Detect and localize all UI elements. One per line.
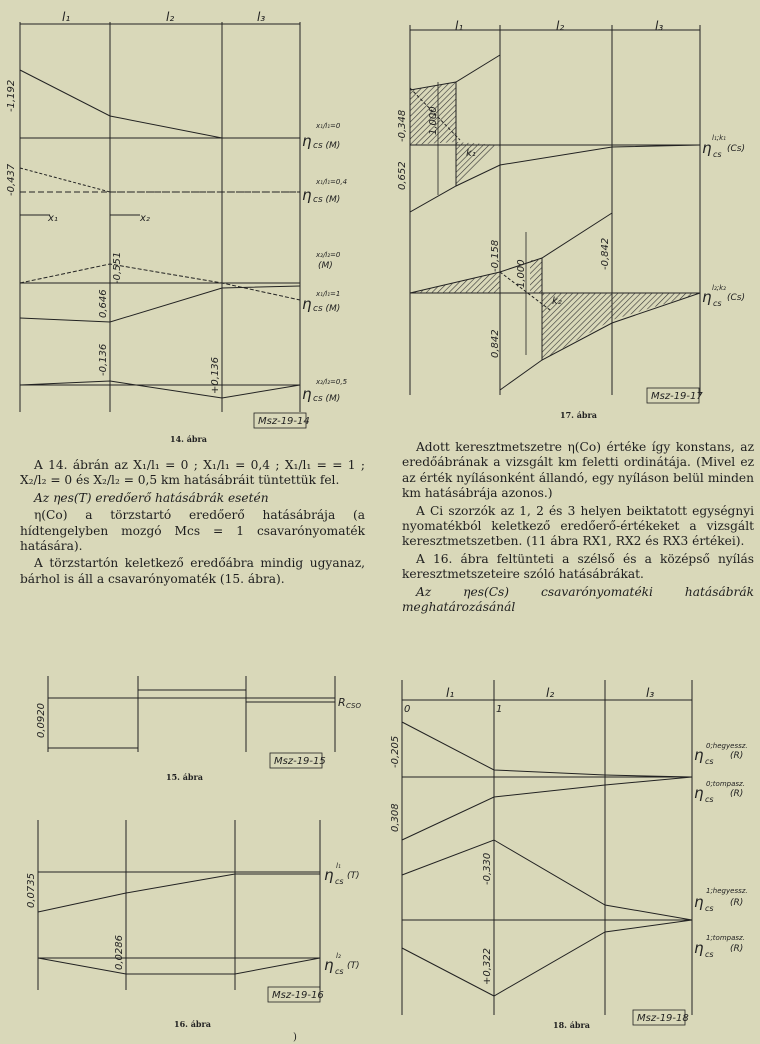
paragraph: η(Co) a törzstartó eredőerő hatásábrája (a hídtengelyben mozgó Mcs = 1 csavarónyomaték hatására).: [20, 508, 365, 554]
figure-16-labels: [26, 862, 360, 1029]
value-label: 0,308: [390, 803, 401, 832]
eta-tail: (R): [730, 898, 744, 908]
eta-sup: 0;tompasz.: [706, 780, 745, 788]
eta-sub: cs: [705, 757, 714, 766]
eta-sub: cs (M): [313, 141, 341, 151]
figure-14-labels: [6, 10, 348, 444]
eta-symbol: η: [324, 956, 334, 974]
value-label: -0,136: [98, 343, 109, 376]
left-text-column: [20, 458, 365, 589]
span-label: l₁: [446, 686, 455, 700]
figure-17: [410, 25, 700, 403]
figure-code: Msz-19-18: [637, 1013, 689, 1024]
eta-symbol: η: [694, 893, 704, 911]
eta-sub: cs (M): [313, 394, 341, 404]
eta-symbol: η: [302, 385, 312, 403]
span-label: l₂: [546, 686, 555, 700]
eta-tail: (T): [347, 961, 360, 971]
figure-code: Msz-19-17: [651, 391, 703, 402]
value-label: +0,322: [482, 947, 493, 985]
eta-sub: cs: [713, 150, 722, 159]
x-marker: x₂: [140, 213, 150, 224]
eta-sub: cs: [335, 967, 344, 976]
value-label: -0,842: [600, 237, 611, 270]
k-label: k₂: [552, 296, 562, 307]
eta-tail: (Cs): [727, 293, 745, 303]
r-label: R: [338, 696, 346, 709]
curve-label: x₁/l₁=0,4: [316, 178, 348, 186]
value-label: +0,136: [210, 356, 221, 394]
eta-sup: 1;tompasz.: [706, 934, 745, 942]
value-label: 0,0735: [26, 873, 37, 908]
value-label: 1,000: [428, 106, 439, 135]
figure-15-labels: [36, 696, 361, 782]
curve-label: x₁/l₁=1: [316, 290, 341, 298]
figure-code: Msz-19-14: [258, 416, 310, 427]
eta-sup: l₂;k₂: [712, 284, 726, 292]
section-heading: Az ηes(Cs) csavarónyomatéki hatásábrák meghatározásánál: [402, 584, 754, 615]
value-label: -0,330: [482, 852, 493, 885]
eta-sub: cs: [705, 950, 714, 959]
point-label: 0: [404, 704, 411, 715]
figure-code: Msz-19-16: [272, 990, 324, 1001]
eta-symbol: η: [694, 784, 704, 802]
figure-15: [48, 676, 335, 768]
value-label: -0,551: [112, 251, 123, 284]
curve-label: x₂/l₂=0: [316, 251, 341, 259]
value-label: 0,0920: [36, 703, 47, 738]
figure-caption: 16. ábra: [174, 1019, 211, 1029]
eta-tail: (R): [730, 751, 744, 761]
point-label: 1: [496, 704, 503, 715]
eta-sub: (M): [318, 261, 333, 271]
span-label: l₃: [655, 19, 664, 33]
span-label: l₁: [62, 10, 71, 24]
span-label: l₂: [556, 19, 565, 33]
eta-symbol: η: [324, 866, 334, 884]
eta-sub: cs (M): [313, 195, 341, 205]
figure-16: [38, 820, 320, 1002]
eta-tail: (T): [347, 871, 360, 881]
figure-caption: 15. ábra: [166, 772, 203, 782]
section-heading: Az ηes(T) eredőerő hatásábrák esetén: [34, 490, 269, 505]
eta-symbol: η: [702, 288, 712, 306]
eta-sub: cs: [705, 904, 714, 913]
figure-caption: 14. ábra: [170, 434, 207, 444]
paragraph: A Ci szorzók az 1, 2 és 3 helyen beiktatott egységnyi nyomatékból keletkező eredőerő-értékeket a vizsgált keresztmetszetben. (11 ábra RX1, RX2 és RX3 értékei).: [402, 503, 754, 549]
eta-symbol: η: [694, 746, 704, 764]
span-label: l₂: [166, 10, 175, 24]
eta-sup: 0;hegyessz.: [706, 742, 748, 750]
value-label: -0,158: [490, 239, 501, 272]
figure-17-labels: [397, 19, 745, 420]
eta-symbol: η: [702, 139, 712, 157]
eta-symbol: η: [302, 132, 312, 150]
figure-caption: 17. ábra: [560, 410, 597, 420]
right-text-column: [402, 440, 754, 617]
eta-symbol: η: [302, 295, 312, 313]
eta-sup: l₁: [336, 862, 341, 870]
value-label: 0,0286: [114, 935, 125, 970]
span-label: l₃: [646, 686, 655, 700]
figure-code: Msz-19-15: [274, 756, 326, 767]
paragraph: A 16. ábra feltünteti a szélső és a középső nyílás keresztmetszeteire szóló hatásábrákat.: [402, 551, 754, 582]
paragraph: A törzstartón keletkező eredőábra mindig ugyanaz, bárhol is áll a csavarónyomaték (15. ábra).: [20, 556, 365, 586]
value-label: -0,205: [390, 735, 401, 768]
value-label: -0,437: [6, 163, 17, 196]
eta-sub: cs: [335, 877, 344, 886]
eta-sub: cs: [713, 299, 722, 308]
eta-symbol: η: [302, 186, 312, 204]
value-label: 1,000: [516, 259, 527, 288]
span-label: l₁: [455, 19, 464, 33]
r-sub: CSO: [346, 702, 361, 710]
value-label: 0,652: [397, 161, 408, 190]
k-label: k₁: [466, 148, 476, 159]
eta-sup: l₁;k₁: [712, 134, 726, 142]
paragraph: Adott keresztmetszetre η(Co) értéke így konstans, az eredőábrának a vizsgált km feletti ordinátája. (Mivel ez az érték nyílásonként állandó, egy nyíláson belül minden km hatásábrája azonos.): [402, 440, 754, 501]
figure-18-labels: [390, 686, 748, 1030]
eta-symbol: η: [694, 939, 704, 957]
eta-sub: cs: [705, 795, 714, 804]
figure-18: [402, 680, 692, 1025]
value-label: 0,842: [490, 329, 501, 358]
x-marker: x₁: [48, 213, 58, 224]
eta-tail: (R): [730, 944, 744, 954]
eta-tail: (R): [730, 789, 744, 799]
curve-label: x₂/l₂=0,5: [316, 378, 348, 386]
figure-caption: 18. ábra: [553, 1020, 590, 1030]
value-label: -0,348: [397, 109, 408, 142]
eta-sup: l₂: [336, 952, 341, 960]
page-mark: ): [293, 1032, 297, 1043]
eta-tail: (Cs): [727, 144, 745, 154]
eta-sup: 1;hegyessz.: [706, 887, 748, 895]
curve-label: x₁/l₁=0: [316, 122, 341, 130]
value-label: -1,192: [6, 79, 17, 112]
paragraph: A 14. ábrán az X₁/l₁ = 0 ; X₁/l₁ = 0,4 ; X₁/l₁ = = 1 ; X₂/l₂ = 0 és X₂/l₂ = 0,5 km hatásábráit tüntettük fel.: [20, 458, 365, 488]
figure-14: [20, 22, 306, 428]
eta-sub: cs (M): [313, 304, 341, 314]
span-label: l₃: [257, 10, 266, 24]
value-label: 0,646: [98, 289, 109, 318]
